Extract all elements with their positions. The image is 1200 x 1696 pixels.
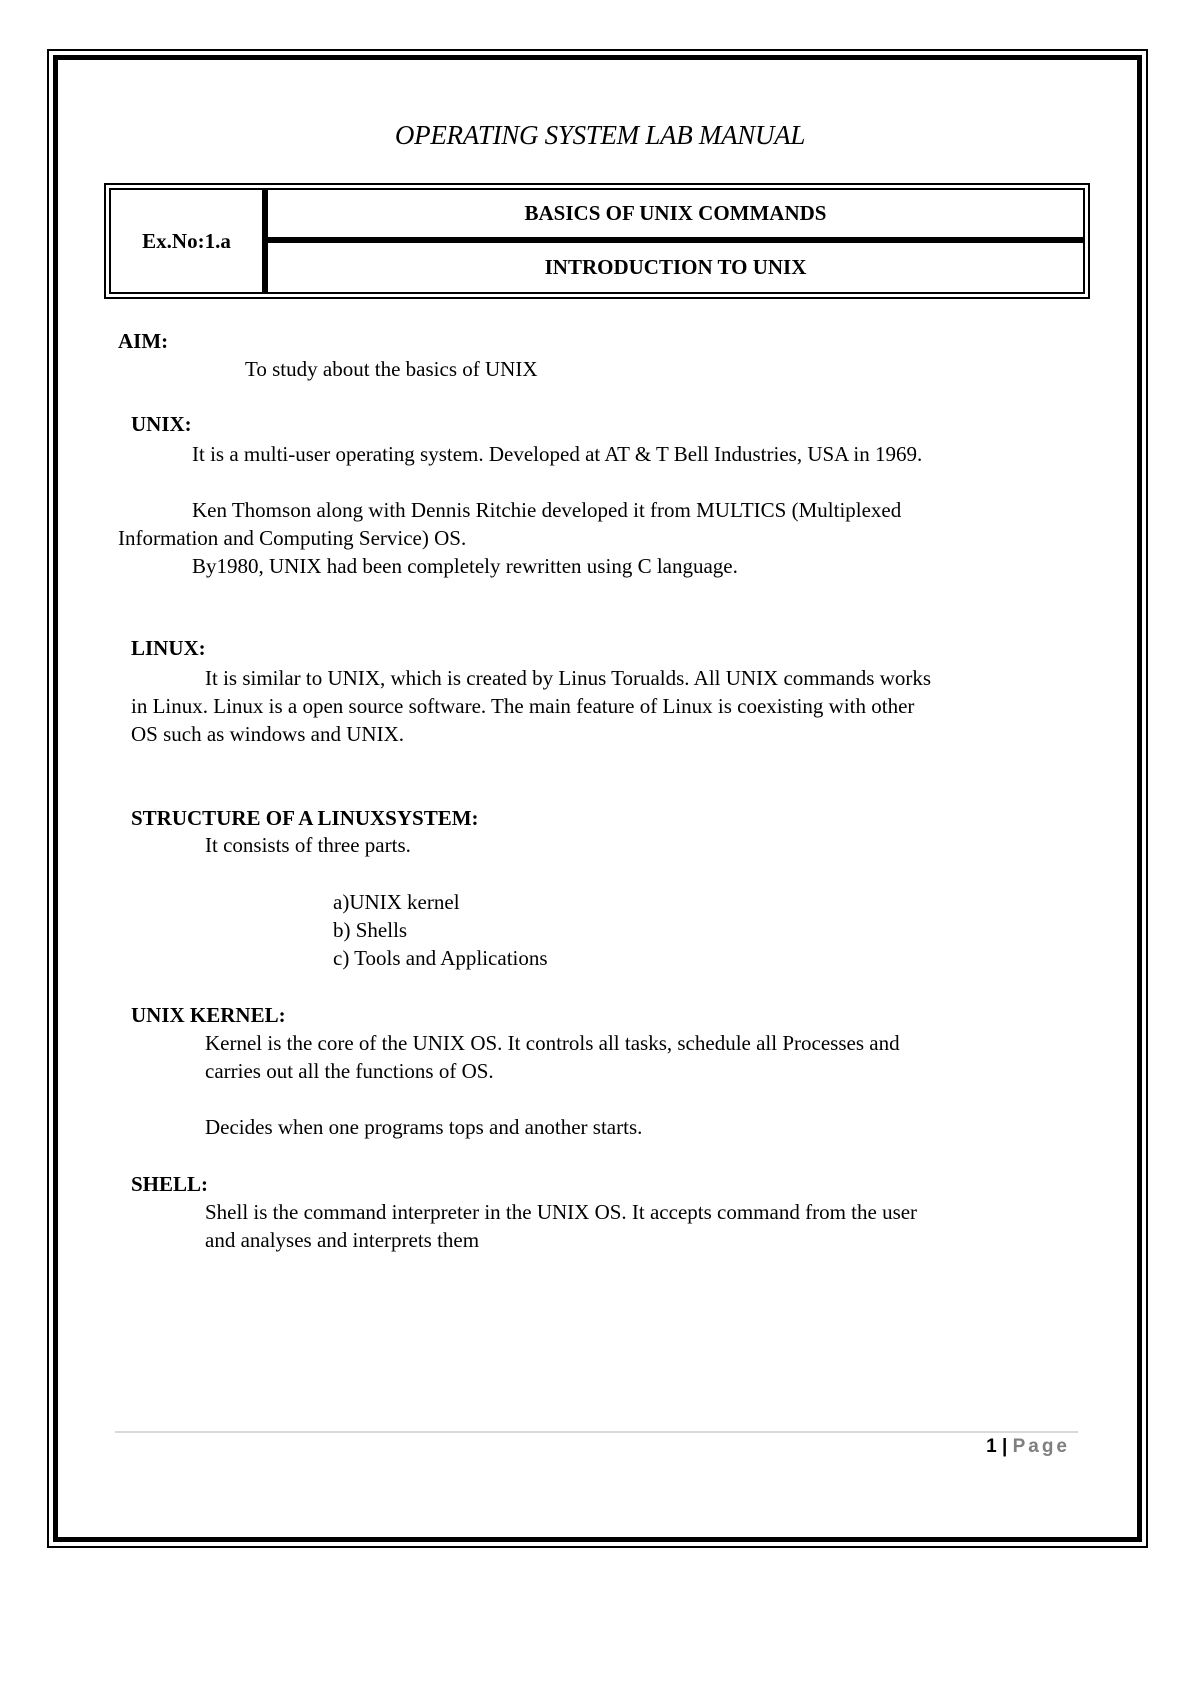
linux-line-2: in Linux. Linux is a open source software. The main feature of Linux is coexisting with other: [131, 694, 915, 718]
unix-paragraph-2-line-1: Ken Thomson along with Dennis Ritchie developed it from MULTICS (Multiplexed: [192, 498, 902, 522]
unix-heading: UNIX:: [131, 412, 192, 436]
page-label: Page: [1012, 1436, 1070, 1457]
page-footer: [986, 1436, 1070, 1458]
exercise-header-inner: [109, 188, 1085, 294]
linux-line-1: It is similar to UNIX, which is created by Linus Torualds. All UNIX commands works: [205, 666, 932, 690]
shell-line-2: and analyses and interprets them: [205, 1228, 480, 1252]
shell-heading: SHELL:: [131, 1172, 209, 1196]
structure-heading: STRUCTURE OF A LINUXSYSTEM:: [131, 806, 479, 830]
page-number: 1: [986, 1436, 997, 1457]
kernel-line-3: Decides when one programs tops and another starts.: [205, 1115, 643, 1139]
page-separator: |: [1001, 1436, 1008, 1457]
unix-paragraph-2-line-2: Information and Computing Service) OS.: [118, 526, 467, 550]
unix-paragraph-3: By1980, UNIX had been completely rewritten using C language.: [192, 554, 738, 578]
footer-divider: [115, 1431, 1078, 1433]
linux-heading: LINUX:: [131, 636, 206, 660]
exercise-title: BASICS OF UNIX COMMANDS: [268, 190, 1083, 243]
structure-item-1: a)UNIX kernel: [333, 890, 460, 914]
document-title: OPERATING SYSTEM LAB MANUAL: [394, 120, 806, 150]
kernel-line-1: Kernel is the core of the UNIX OS. It controls all tasks, schedule all Processes and: [205, 1031, 900, 1055]
kernel-line-2: carries out all the functions of OS.: [205, 1059, 494, 1083]
kernel-heading: UNIX KERNEL:: [131, 1003, 286, 1027]
aim-text: To study about the basics of UNIX: [245, 357, 538, 381]
structure-intro: It consists of three parts.: [205, 833, 411, 857]
exercise-header-table: [104, 183, 1090, 299]
aim-heading: AIM:: [118, 329, 169, 353]
unix-paragraph-1: It is a multi-user operating system. Developed at AT & T Bell Industries, USA in 1969.: [192, 442, 923, 466]
linux-line-3: OS such as windows and UNIX.: [131, 722, 404, 746]
exercise-number: Ex.No:1.a: [111, 190, 268, 292]
exercise-subtitle: INTRODUCTION TO UNIX: [544, 255, 807, 279]
structure-item-3: c) Tools and Applications: [333, 946, 548, 970]
shell-line-1: Shell is the command interpreter in the UNIX OS. It accepts command from the user: [205, 1200, 918, 1224]
structure-item-2: b) Shells: [333, 918, 408, 942]
